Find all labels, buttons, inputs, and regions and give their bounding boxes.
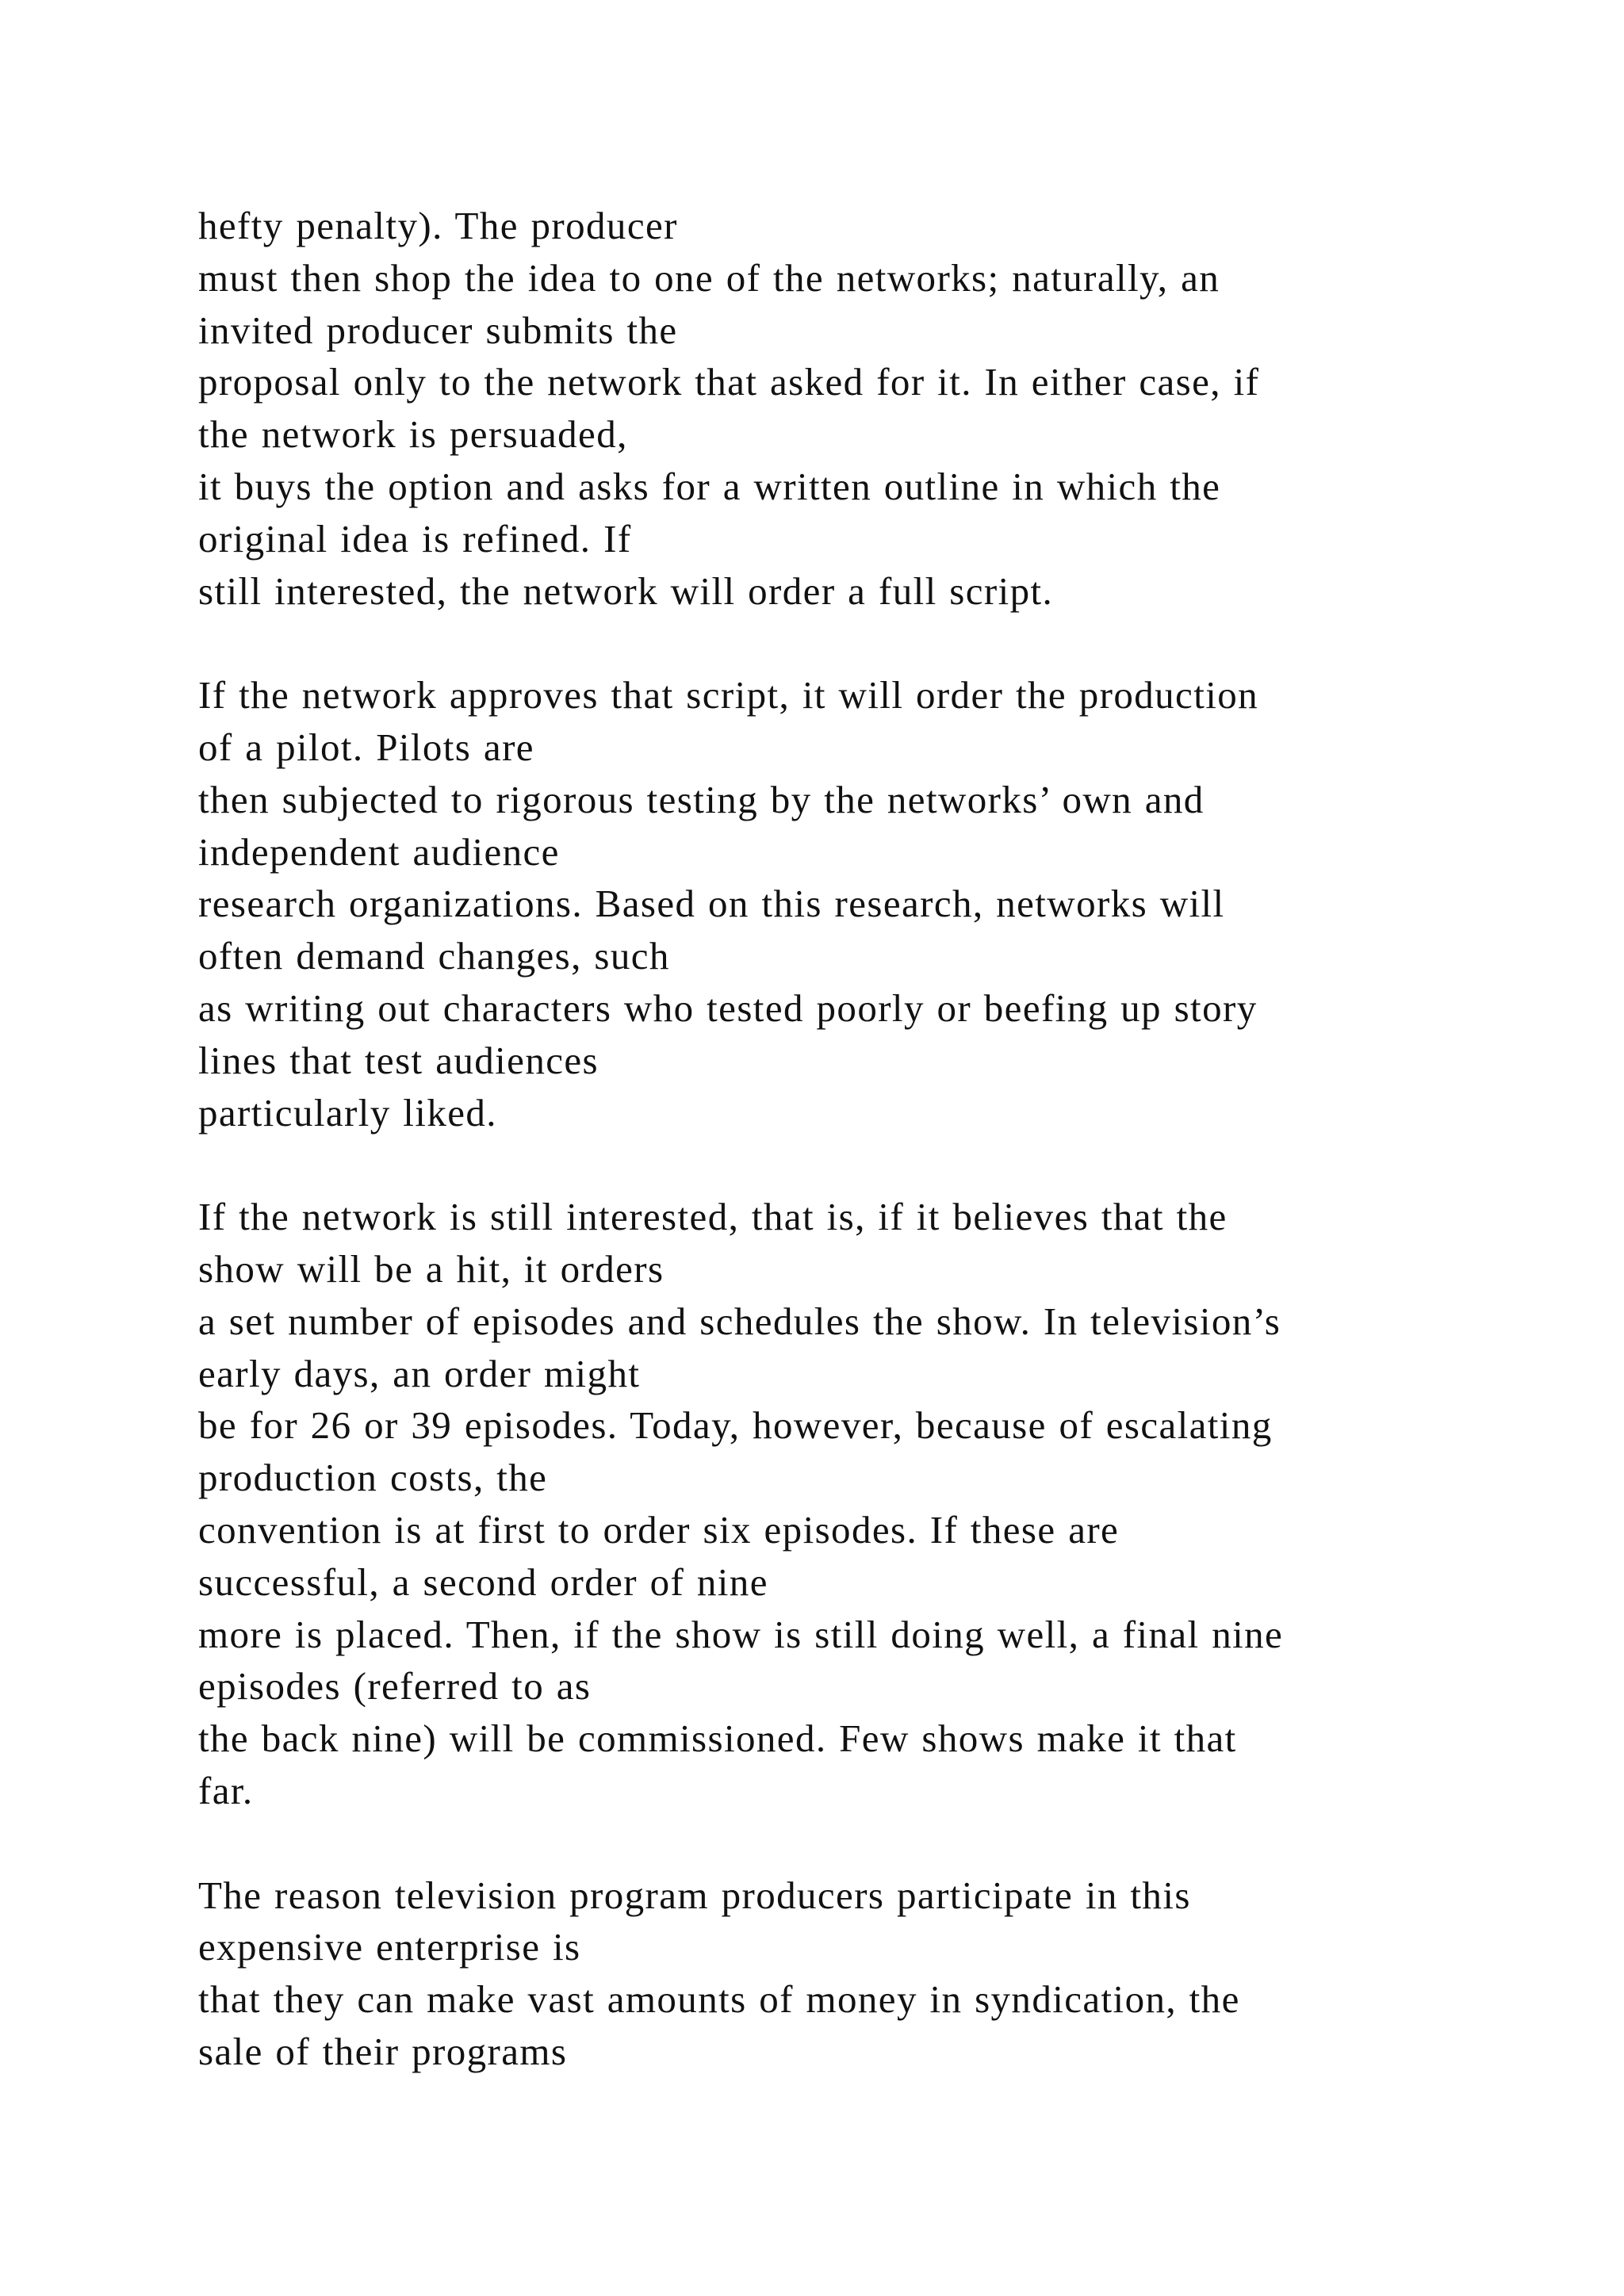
text-line: invited producer submits the	[198, 308, 678, 352]
body-text	[198, 200, 1546, 2078]
text-line: research organizations. Based on this research, networks will	[198, 882, 1225, 926]
text-line: lines that test audiences	[198, 1038, 599, 1082]
text-line: hefty penalty). The producer	[198, 204, 678, 247]
text-line: early days, an order might	[198, 1351, 641, 1395]
text-line: be for 26 or 39 episodes. Today, however, because of escalating	[198, 1403, 1273, 1448]
text-line: that they can make vast amounts of money in syndication, the	[198, 1977, 1240, 2022]
text-line: far.	[198, 1768, 254, 1812]
text-line: production costs, the	[198, 1456, 548, 1500]
text-line: expensive enterprise is	[198, 1925, 581, 1969]
text-line: successful, a second order of nine	[198, 1559, 768, 1604]
text-line: a set number of episodes and schedules the show. In television’s	[198, 1299, 1281, 1343]
text-line: sale of their programs	[198, 2029, 568, 2073]
text-line: the back nine) will be commissioned. Few shows make it that	[198, 1716, 1237, 1761]
text-line: proposal only to the network that asked for it. In either case, if	[198, 360, 1260, 404]
text-line: it buys the option and asks for a written outline in which the	[198, 464, 1221, 508]
text-line: often demand changes, such	[198, 934, 670, 978]
text-line: original idea is refined. If	[198, 516, 632, 561]
text-line: of a pilot. Pilots are	[198, 725, 534, 769]
text-line: convention is at first to order six episodes. If these are	[198, 1507, 1120, 1552]
text-line: If the network approves that script, it will order the production	[198, 673, 1259, 718]
text-line: The reason television program producers participate in this	[198, 1873, 1191, 1917]
paragraph-break	[198, 1138, 1546, 1191]
text-line: particularly liked.	[198, 1090, 497, 1135]
text-line: episodes (referred to as	[198, 1664, 592, 1709]
text-line: still interested, the network will order a full script.	[198, 568, 1054, 613]
text-line: show will be a hit, it orders	[198, 1246, 665, 1291]
text-line: independent audience	[198, 829, 560, 874]
text-line: more is placed. Then, if the show is still doing well, a final nine	[198, 1612, 1284, 1656]
text-line: then subjected to rigorous testing by the networks’ own and	[198, 777, 1205, 821]
text-line: must then shop the idea to one of the networks; naturally, an	[198, 255, 1220, 300]
text-line: as writing out characters who tested poorly or beefing up story	[198, 985, 1258, 1030]
text-line: the network is persuaded,	[198, 412, 628, 457]
text-line: If the network is still interested, that is, if it believes that the	[198, 1195, 1228, 1239]
paragraph-break	[198, 617, 1546, 669]
paragraph-break	[198, 1817, 1546, 1869]
